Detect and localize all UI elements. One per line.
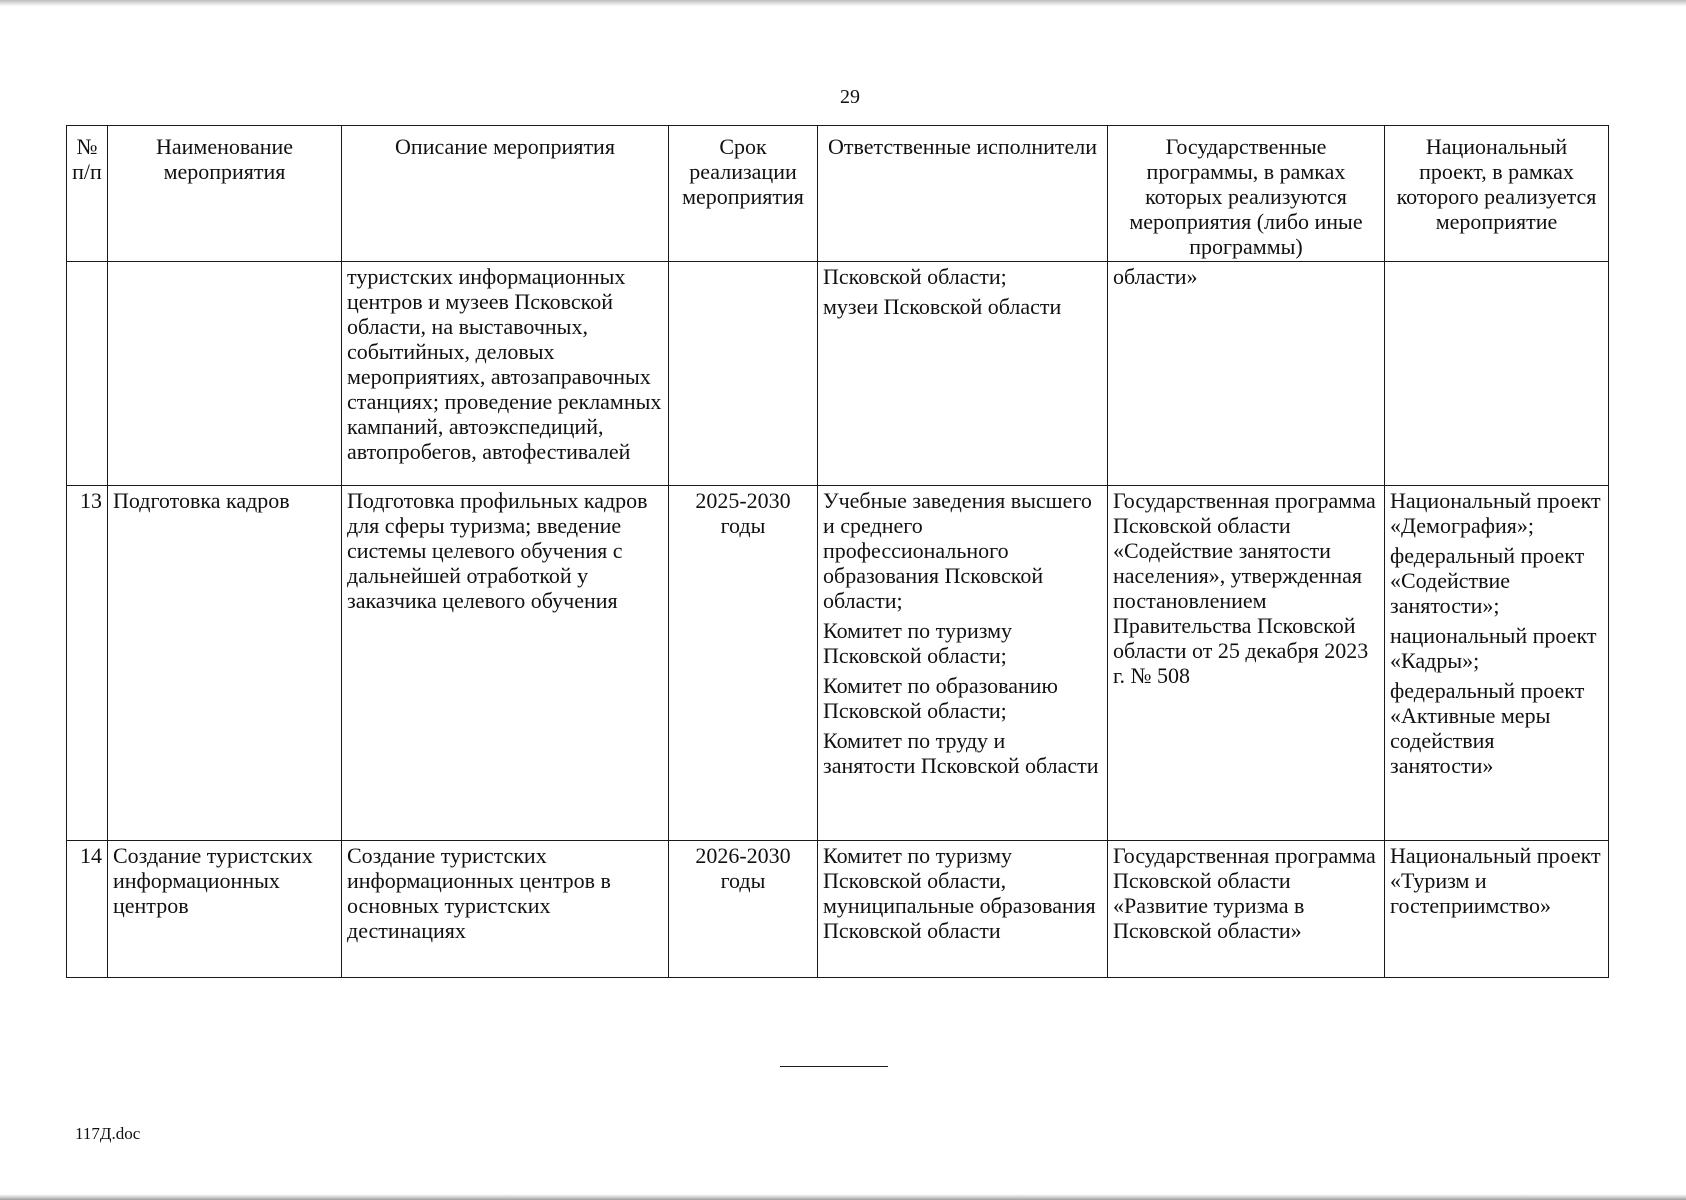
- row-programs: области»: [1108, 262, 1385, 486]
- footer-rule: [780, 1066, 888, 1067]
- row-description: Создание туристских информационных центров в основных туристских дестинациях: [342, 841, 669, 978]
- row-name: Создание туристских информационных центров: [108, 841, 342, 978]
- row-name: [108, 262, 342, 486]
- row-description: туристских информационных центров и музеев Псковской области, на выставочных, событийных, деловых мероприятиях, автозаправочных станциях; проведение рекламных кампаний, автоэкспедиций, автопробегов, автофестивалей: [342, 262, 669, 486]
- scan-edge-top: [0, 0, 1686, 7]
- row-executors: [818, 486, 1108, 841]
- events-table: [66, 125, 1609, 978]
- project-item: федеральный проект «Содействие занятости»;: [1390, 543, 1585, 618]
- scan-edge-bottom: [0, 1194, 1686, 1200]
- row-national-project: [1385, 841, 1609, 978]
- row-national-project: [1385, 262, 1609, 486]
- column-header-term: Срок реализации мероприятия: [669, 126, 818, 262]
- executor-item: Комитет по туризму Псковской области, муниципальные образования Псковской области: [823, 843, 1096, 943]
- executor-item: Комитет по труду и занятости Псковской области: [823, 728, 1099, 778]
- row-programs: Государственная программа Псковской области «Содействие занятости населения», утвержденная постановлением Правительства Псковской области от 25 декабря 2023 г. № 508: [1108, 486, 1385, 841]
- column-header-programs: Государственные программы, в рамках которых реализуются мероприятия (либо иные программы): [1108, 126, 1385, 262]
- row-description: Подготовка профильных кадров для сферы туризма; введение системы целевого обучения с дальнейшей отработкой у заказчика целевого обучения: [342, 486, 669, 841]
- row-programs: Государственная программа Псковской области «Развитие туризма в Псковской области»: [1108, 841, 1385, 978]
- column-header-name: Наименование мероприятия: [108, 126, 342, 262]
- row-number: 14: [67, 841, 108, 978]
- executor-item: музеи Псковской области: [823, 294, 1062, 319]
- row-term: 2026-2030 годы: [669, 841, 818, 978]
- page-number: 29: [840, 86, 860, 108]
- row-national-project: [1385, 486, 1609, 841]
- row-term: 2025-2030 годы: [669, 486, 818, 841]
- table-row: [67, 841, 1609, 978]
- table-header-row: [67, 126, 1609, 262]
- table-row: [67, 262, 1609, 486]
- project-item: федеральный проект «Активные меры содействия занятости»: [1390, 678, 1585, 778]
- column-header-national-project: Национальный проект, в рамках которого реализуется мероприятие: [1385, 126, 1609, 262]
- project-item: Национальный проект «Туризм и гостеприимство»: [1390, 843, 1601, 918]
- executor-item: Комитет по образованию Псковской области;: [823, 673, 1058, 723]
- executor-item: Комитет по туризму Псковской области;: [823, 618, 1013, 668]
- project-item: национальный проект «Кадры»;: [1390, 623, 1597, 673]
- executor-item: Учебные заведения высшего и среднего профессионального образования Псковской области;: [823, 488, 1092, 613]
- row-name: Подготовка кадров: [108, 486, 342, 841]
- row-term: [669, 262, 818, 486]
- row-executors: [818, 262, 1108, 486]
- column-header-number: № п/п: [67, 126, 108, 262]
- table-row: [67, 486, 1609, 841]
- project-item: Национальный проект «Демография»;: [1390, 488, 1601, 538]
- footer-file-name: 117Д.doc: [75, 1124, 141, 1143]
- column-header-description: Описание мероприятия: [342, 126, 669, 262]
- executor-item: Псковской области;: [823, 264, 1007, 289]
- row-number: [67, 262, 108, 486]
- column-header-executors: Ответственные исполнители: [818, 126, 1108, 262]
- row-executors: [818, 841, 1108, 978]
- row-number: 13: [67, 486, 108, 841]
